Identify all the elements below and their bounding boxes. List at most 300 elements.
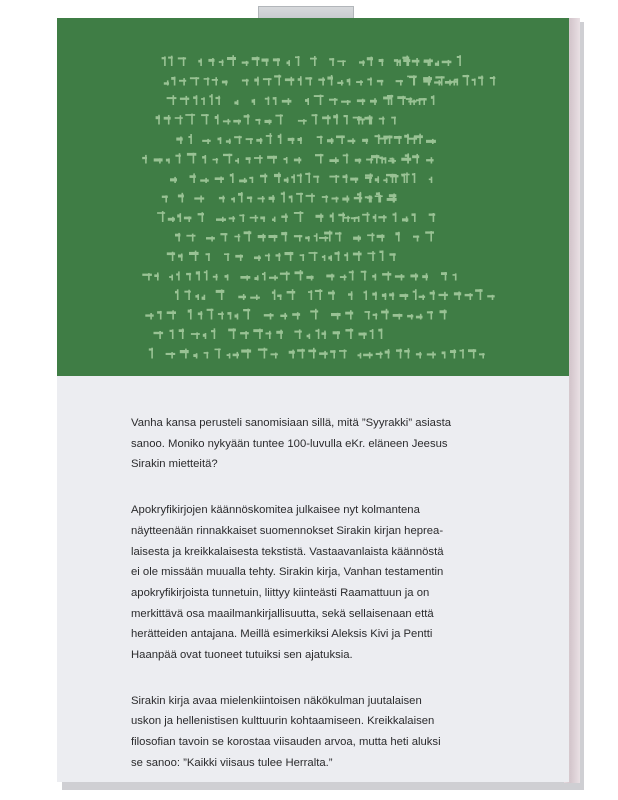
script-stroke (238, 234, 240, 242)
script-stroke (229, 217, 235, 219)
script-stroke (233, 216, 235, 222)
script-stroke (431, 311, 433, 320)
script-stroke (337, 313, 339, 320)
script-stroke (300, 137, 302, 144)
script-stroke (164, 56, 166, 66)
script-stroke (394, 117, 396, 125)
blurb-paragraph-2: Apokryfikirjojen käännöskomitea julkaisee nyt kolmantena näytteenään rinnakkaiset suomennokset Sirakin kirjan heprea- laisesta ja kreikkalaisesta tekstistä. Vastaavanlaista käännöstä ei ole missään muualla tehty. Sirakin kirja, Vanhan testamentin apokryfikirjoista tunnetuin, liittyy kiinteästi Raamattuun ja on merkittävä osa maailmankirjallisuutta, sekä sellaisenaan että herätteiden antajana. Meillä esimerkiksi Aleksis Kivi ja Pentti Haanpää ovat tuoneet tutuiksi sen ajatuksia. (131, 504, 444, 662)
script-stroke (185, 349, 187, 359)
script-stroke (252, 57, 260, 60)
script-stroke (186, 96, 188, 105)
script-stroke (311, 193, 313, 202)
script-stroke (297, 349, 305, 351)
script-stroke (223, 154, 232, 156)
script-stroke (376, 353, 383, 355)
script-stroke (223, 120, 231, 122)
script-stroke (388, 349, 390, 358)
script-stroke (205, 178, 207, 183)
script-stroke (293, 174, 295, 183)
book-back-cover (57, 18, 569, 782)
script-stroke (230, 312, 232, 320)
script-stroke (337, 61, 346, 63)
script-stroke (259, 329, 261, 339)
script-stroke (228, 329, 236, 332)
blurb-paragraph-1: Vanha kansa perusteli sanomisiaan sillä, mitä ”Syyrakki” asiasta sanoo. Moniko nykyään tuntee 100-luvulla eKr. eläneen Jeesus Sirakin mietteitä? (131, 417, 452, 471)
script-stroke (437, 61, 439, 66)
script-stroke (285, 252, 294, 255)
script-stroke (407, 134, 409, 144)
script-stroke (237, 158, 239, 163)
script-stroke (336, 197, 338, 203)
script-stroke (432, 139, 434, 144)
script-stroke (332, 213, 334, 222)
script-stroke (223, 196, 225, 203)
script-stroke (341, 135, 343, 144)
script-stroke (160, 311, 162, 320)
script-stroke (263, 216, 265, 222)
script-stroke (157, 212, 165, 214)
script-stroke (221, 289, 223, 300)
script-stroke (339, 350, 347, 352)
script-stroke (256, 57, 258, 66)
script-stroke (393, 253, 395, 261)
script-stroke (315, 290, 323, 292)
script-stroke (346, 115, 348, 125)
script-stroke (269, 120, 271, 125)
script-stroke (222, 217, 224, 222)
script-stroke (392, 158, 394, 164)
script-stroke (372, 233, 374, 242)
script-stroke (331, 75, 333, 86)
script-stroke (416, 316, 423, 319)
script-stroke (298, 157, 300, 163)
script-stroke (381, 157, 383, 164)
script-stroke (358, 216, 360, 222)
script-stroke (269, 277, 278, 279)
script-stroke (342, 213, 344, 223)
script-stroke (423, 98, 425, 105)
script-stroke (274, 174, 281, 177)
script-stroke (366, 159, 373, 161)
script-stroke (399, 136, 401, 144)
script-stroke (431, 177, 433, 183)
script-stroke (193, 173, 195, 183)
script-stroke (202, 140, 211, 142)
script-stroke (374, 98, 376, 105)
script-stroke (264, 174, 266, 184)
script-stroke (324, 232, 332, 235)
script-stroke (239, 180, 247, 183)
script-stroke (174, 77, 176, 86)
script-stroke (227, 57, 236, 60)
script-stroke (400, 80, 402, 86)
script-stroke (327, 139, 334, 142)
script-stroke (211, 309, 213, 320)
script-stroke (397, 96, 406, 99)
script-stroke (429, 59, 431, 67)
script-stroke (406, 56, 408, 66)
script-stroke (375, 214, 377, 222)
script-stroke (381, 311, 389, 314)
script-stroke (318, 79, 325, 81)
script-stroke (413, 100, 415, 105)
script-stroke (196, 332, 198, 339)
script-stroke (333, 350, 335, 358)
script-stroke (385, 157, 387, 163)
script-stroke (429, 214, 436, 216)
script-stroke (167, 97, 177, 99)
script-stroke (258, 198, 265, 200)
script-stroke (370, 100, 377, 103)
script-stroke (410, 97, 412, 105)
script-stroke (233, 328, 235, 339)
script-stroke (419, 296, 426, 298)
script-stroke (354, 197, 362, 199)
script-stroke (355, 159, 361, 162)
script-stroke (215, 177, 224, 180)
script-stroke (286, 157, 288, 164)
script-stroke (159, 331, 161, 339)
script-stroke (480, 289, 482, 300)
script-stroke (356, 81, 363, 83)
script-stroke (216, 274, 218, 281)
script-stroke (176, 138, 182, 141)
script-stroke (271, 353, 278, 355)
script-stroke (419, 352, 421, 359)
script-stroke (332, 198, 339, 200)
script-stroke (274, 290, 276, 301)
script-stroke (229, 353, 231, 358)
script-stroke (433, 213, 435, 222)
script-stroke (433, 95, 435, 105)
script-stroke (444, 292, 446, 300)
script-stroke (349, 78, 351, 85)
script-stroke (329, 231, 331, 242)
script-stroke (365, 174, 373, 176)
script-stroke (183, 57, 185, 66)
script-stroke (189, 252, 199, 255)
script-stroke (345, 312, 353, 315)
script-stroke (345, 329, 353, 331)
script-stroke (423, 77, 432, 80)
script-stroke (180, 137, 182, 145)
script-stroke (470, 293, 472, 300)
script-stroke (422, 295, 424, 300)
script-stroke (331, 274, 333, 281)
script-stroke (427, 353, 436, 355)
script-stroke (309, 77, 311, 85)
script-stroke (385, 293, 387, 300)
script-stroke (326, 195, 328, 202)
script-stroke (309, 334, 311, 339)
script-stroke (393, 314, 403, 317)
script-stroke (378, 192, 380, 202)
script-stroke (309, 252, 318, 254)
script-stroke (358, 116, 360, 124)
script-stroke (462, 349, 464, 358)
script-stroke (425, 231, 434, 233)
script-stroke (172, 329, 174, 339)
blurb-paragraph-3: Sirakin kirja avaa mielenkiintoisen näkökulman juutalaisen uskon ja hellenistisen kulttuurin kohtaamiseen. Kreikkalaisen filosofian tavoin se korostaa viisauden arvoa, mutta heti aluksi se sanoo: ”Kaikki viisaus tulee Herralta.” (131, 694, 441, 769)
script-stroke (205, 155, 207, 164)
script-stroke (347, 216, 349, 222)
script-stroke (273, 58, 280, 61)
script-stroke (179, 80, 186, 82)
script-stroke (389, 135, 391, 144)
script-stroke (269, 331, 271, 339)
script-stroke (342, 60, 344, 66)
script-stroke (430, 231, 432, 241)
script-stroke (426, 273, 428, 280)
script-stroke (324, 351, 326, 359)
script-stroke (233, 197, 235, 202)
script-stroke (285, 78, 294, 81)
script-stroke (145, 314, 153, 316)
script-stroke (294, 159, 301, 162)
script-stroke (350, 310, 352, 319)
script-stroke (394, 136, 402, 139)
script-stroke (204, 295, 206, 300)
script-stroke (180, 350, 189, 353)
script-stroke (393, 197, 395, 203)
script-stroke (281, 216, 288, 218)
script-stroke (454, 292, 461, 295)
script-stroke (280, 315, 287, 317)
script-stroke (172, 217, 174, 222)
script-stroke (327, 115, 329, 125)
script-stroke (302, 349, 304, 359)
script-stroke (346, 154, 348, 164)
script-stroke (292, 313, 300, 316)
script-stroke (408, 348, 410, 358)
script-stroke (371, 155, 379, 158)
script-stroke (245, 331, 247, 339)
script-stroke (151, 348, 153, 359)
script-stroke (222, 60, 224, 66)
script-stroke (207, 309, 214, 311)
script-stroke (225, 80, 227, 85)
script-stroke (180, 98, 189, 100)
script-stroke (280, 273, 290, 275)
script-stroke (324, 255, 326, 261)
script-stroke (481, 76, 483, 86)
script-stroke (410, 275, 418, 278)
script-stroke (392, 292, 394, 300)
script-stroke (175, 117, 183, 119)
script-stroke (229, 154, 231, 164)
script-stroke (329, 176, 339, 178)
script-stroke (386, 174, 395, 176)
script-stroke (300, 211, 302, 222)
script-stroke (275, 97, 277, 105)
script-stroke (315, 114, 317, 125)
script-stroke (183, 78, 185, 85)
script-stroke (215, 77, 217, 85)
script-stroke (182, 193, 184, 203)
script-stroke (316, 215, 324, 218)
script-stroke (154, 158, 163, 161)
script-stroke (285, 214, 287, 223)
script-stroke (206, 270, 208, 280)
script-stroke (291, 195, 293, 202)
script-stroke (274, 235, 276, 242)
script-stroke (294, 331, 301, 333)
script-stroke (358, 251, 360, 261)
script-stroke (347, 252, 349, 261)
script-stroke (346, 174, 348, 183)
script-stroke (388, 96, 390, 105)
script-stroke (426, 159, 434, 161)
script-stroke (284, 313, 286, 320)
script-stroke (168, 115, 170, 125)
script-stroke (189, 273, 191, 281)
script-stroke (205, 333, 207, 339)
script-stroke (264, 314, 274, 316)
script-stroke (347, 100, 349, 105)
script-stroke (426, 140, 436, 143)
script-stroke (280, 294, 282, 300)
script-stroke (274, 75, 281, 77)
script-stroke (238, 296, 246, 299)
script-stroke (168, 218, 175, 221)
script-stroke (200, 59, 202, 67)
script-stroke (419, 99, 421, 105)
script-stroke (419, 134, 421, 144)
script-stroke (339, 232, 341, 242)
script-stroke (319, 352, 328, 355)
script-stroke (465, 294, 473, 296)
script-stroke (250, 196, 252, 202)
script-stroke (412, 60, 420, 63)
script-stroke (363, 354, 373, 357)
script-stroke (320, 154, 322, 164)
script-stroke (190, 134, 192, 144)
script-stroke (200, 179, 209, 181)
script-stroke (307, 98, 309, 105)
script-stroke (350, 328, 352, 339)
script-stroke (291, 77, 293, 86)
script-stroke (263, 234, 265, 242)
script-stroke (187, 153, 196, 156)
script-stroke (440, 310, 447, 313)
script-stroke (276, 331, 283, 334)
script-stroke (318, 329, 320, 339)
script-stroke (308, 236, 310, 241)
script-stroke (370, 77, 372, 85)
script-stroke (459, 55, 461, 66)
script-stroke (369, 195, 371, 202)
script-stroke (168, 158, 170, 163)
script-stroke (262, 59, 269, 62)
script-stroke (342, 198, 349, 201)
script-stroke (260, 175, 267, 178)
script-stroke (415, 273, 417, 280)
script-stroke (328, 292, 335, 295)
manuscript-panel (57, 18, 569, 376)
script-stroke (308, 350, 316, 353)
script-stroke (365, 196, 372, 198)
script-stroke (402, 96, 404, 105)
script-stroke (300, 173, 302, 183)
script-stroke (325, 236, 327, 241)
script-stroke (250, 138, 252, 144)
script-stroke (211, 236, 213, 241)
script-stroke (303, 119, 305, 124)
script-stroke (314, 252, 316, 261)
script-stroke (414, 173, 416, 183)
script-stroke (196, 353, 198, 358)
script-stroke (292, 138, 294, 144)
script-stroke (322, 117, 331, 120)
script-stroke (300, 76, 302, 85)
script-stroke (432, 352, 434, 359)
script-stroke (382, 117, 384, 125)
script-stroke (254, 99, 256, 105)
script-stroke (233, 120, 241, 123)
script-stroke (392, 174, 394, 183)
script-stroke (383, 215, 385, 222)
script-stroke (299, 329, 301, 339)
script-stroke (455, 273, 457, 280)
script-stroke (157, 273, 159, 281)
script-stroke (235, 255, 243, 258)
script-stroke (197, 294, 199, 300)
script-stroke (467, 75, 469, 86)
script-stroke (338, 251, 340, 261)
script-stroke (335, 175, 337, 183)
script-stroke (415, 289, 417, 300)
script-stroke (237, 314, 239, 320)
script-stroke (352, 138, 354, 144)
script-stroke (367, 212, 369, 222)
script-stroke (414, 135, 423, 138)
script-stroke (382, 59, 384, 66)
script-stroke (322, 77, 324, 85)
script-stroke (365, 177, 372, 179)
script-stroke (190, 77, 199, 79)
script-stroke (405, 294, 407, 300)
script-stroke (268, 78, 270, 86)
script-stroke (375, 292, 377, 300)
script-stroke (320, 136, 322, 144)
script-stroke (400, 349, 402, 359)
script-stroke (173, 95, 175, 105)
script-stroke (401, 158, 411, 161)
script-stroke (336, 114, 338, 125)
script-stroke (365, 291, 367, 301)
script-stroke (190, 309, 192, 320)
script-stroke (406, 172, 408, 183)
script-stroke (306, 195, 315, 197)
script-stroke (331, 138, 333, 144)
script-stroke (376, 155, 378, 164)
script-stroke (248, 231, 250, 242)
script-stroke (277, 58, 279, 66)
script-stroke (362, 99, 364, 105)
script-stroke (216, 218, 226, 221)
script-stroke (473, 349, 475, 358)
script-stroke (359, 196, 361, 203)
script-stroke (408, 100, 416, 102)
script-stroke (353, 117, 362, 119)
script-stroke (347, 196, 349, 203)
script-stroke (228, 119, 230, 125)
script-stroke (357, 99, 365, 102)
script-stroke (332, 58, 334, 66)
script-stroke (166, 353, 176, 355)
script-stroke (178, 57, 186, 59)
script-stroke (319, 289, 321, 300)
